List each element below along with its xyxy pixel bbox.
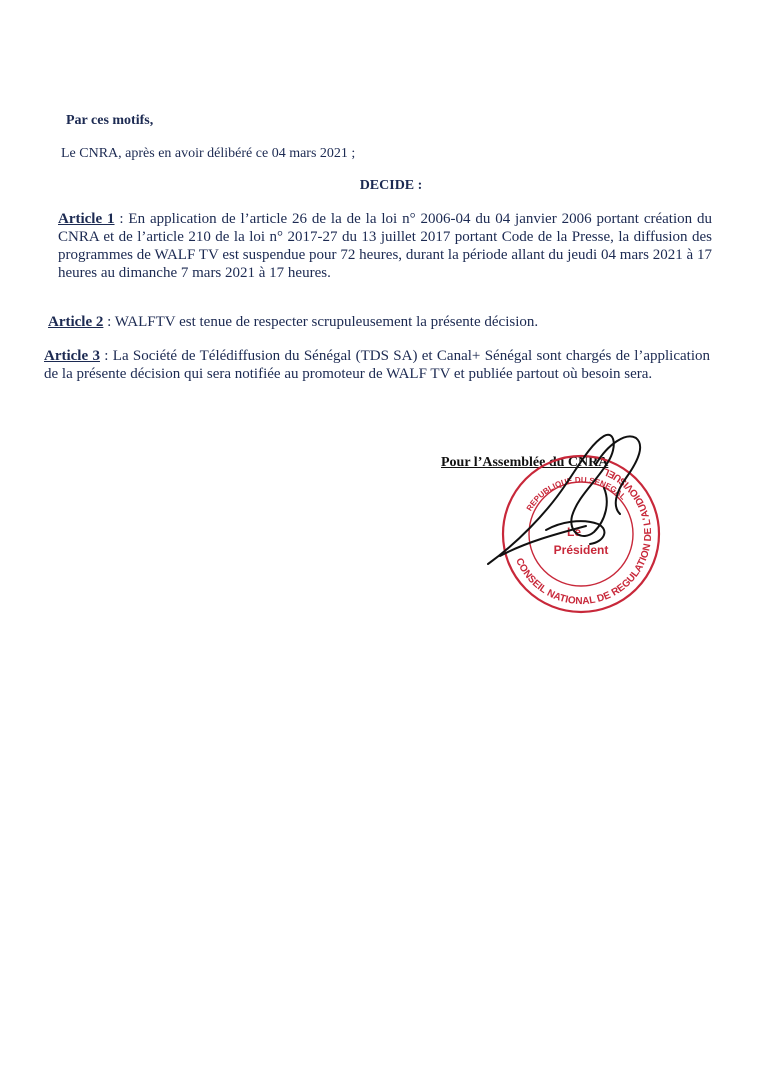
article-3-label: Article 3 <box>44 348 100 364</box>
deliberation-line: Le CNRA, après en avoir délibéré ce 04 mars 2021 ; <box>61 146 356 161</box>
stamp-ring-textpath: CONSEIL NATIONAL DE REGULATION DE L'AUDIOVISUEL <box>513 465 655 608</box>
stamp-center-le: Le <box>566 525 582 539</box>
signature-title: Pour l’Assemblée du CNRA <box>441 455 609 470</box>
stamp-center-president: Président <box>553 543 609 557</box>
stamp-top-textpath: REPUBLIQUE DU SENEGAL <box>524 475 628 513</box>
article-1 <box>58 210 712 282</box>
article-2-text: : WALFTV est tenue de respecter scrupuleusement la présente décision. <box>103 314 539 330</box>
article-3 <box>44 347 710 383</box>
article-2 <box>48 313 708 331</box>
article-3-text: : La Société de Télédiffusion du Sénégal (TDS SA) et Canal+ Sénégal sont chargés de l’application de la présente décision qui sera notifiée au promoteur de WALF TV et publiée partout où besoin sera. <box>44 348 710 382</box>
article-1-label: Article 1 <box>58 211 115 227</box>
decide-heading: DECIDE : <box>359 178 423 193</box>
article-1-text: : En application de l’article 26 de la de la loi n° 2006-04 du 04 janvier 2006 portant création du CNRA et de l’article 210 de la loi n° 2017-27 du 13 juillet 2017 portant Code de la Presse, la diffusion des programmes de WALF TV est suspendue pour 72 heures, durant la période allant du jeudi 04 mars 2021 à 17 heures au dimanche 7 mars 2021 à 17 heures. <box>58 211 712 281</box>
article-2-label: Article 2 <box>48 314 104 330</box>
motifs-heading: Par ces motifs, <box>66 113 154 128</box>
official-stamp <box>486 424 676 624</box>
